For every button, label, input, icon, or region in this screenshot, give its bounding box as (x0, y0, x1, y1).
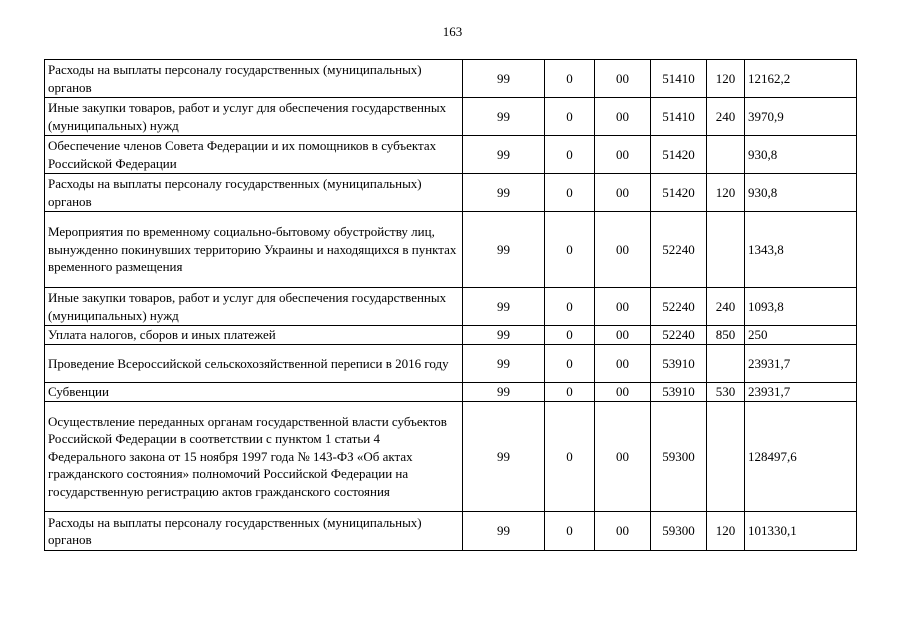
row-code2-cell: 0 (545, 288, 595, 326)
row-code5-cell: 120 (707, 174, 745, 212)
row-code1-cell: 99 (463, 402, 545, 512)
row-code1-cell: 99 (463, 288, 545, 326)
row-sum-cell: 128497,6 (745, 402, 857, 512)
row-code2-cell: 0 (545, 212, 595, 288)
row-code4-cell: 51420 (651, 174, 707, 212)
row-sum-cell: 1093,8 (745, 288, 857, 326)
row-code5-cell: 120 (707, 512, 745, 551)
row-code1-cell: 99 (463, 212, 545, 288)
row-code1-cell: 99 (463, 345, 545, 383)
row-code4-cell: 51410 (651, 98, 707, 136)
row-sum-cell: 930,8 (745, 136, 857, 174)
row-name-cell: Иные закупки товаров, работ и услуг для обеспечения государственных (муниципальных) нужд (45, 98, 463, 136)
page-number: 163 (442, 24, 463, 39)
row-name-cell: Проведение Всероссийской сельскохозяйственной переписи в 2016 году (45, 345, 463, 383)
table-row (45, 174, 857, 212)
row-code3-cell: 00 (595, 345, 651, 383)
row-sum-cell: 930,8 (745, 174, 857, 212)
row-code5-cell (707, 212, 745, 288)
row-code3-cell: 00 (595, 383, 651, 402)
row-code2-cell: 0 (545, 136, 595, 174)
row-code1-cell: 99 (463, 326, 545, 345)
row-name-cell: Расходы на выплаты персоналу государственных (муниципальных) органов (45, 512, 463, 551)
row-name-cell: Осуществление переданных органам государственной власти субъектов Российской Федерации в соответствии с пунктом 1 статьи 4 Федерального закона от 15 ноября 1997 года № 143-ФЗ «Об актах гражданского состояния» полномочий Российской Федерации на государственную регистрацию актов гражданского состояния (45, 402, 463, 512)
row-sum-cell: 12162,2 (745, 60, 857, 98)
table-row (45, 98, 857, 136)
row-code1-cell: 99 (463, 136, 545, 174)
row-code2-cell: 0 (545, 174, 595, 212)
row-code4-cell: 52240 (651, 326, 707, 345)
budget-table (44, 59, 857, 551)
row-name-cell: Расходы на выплаты персоналу государственных (муниципальных) органов (45, 174, 463, 212)
row-code5-cell: 240 (707, 98, 745, 136)
row-code4-cell: 59300 (651, 402, 707, 512)
row-code1-cell: 99 (463, 98, 545, 136)
row-name-cell: Обеспечение членов Совета Федерации и их помощников в субъектах Российской Федерации (45, 136, 463, 174)
row-code2-cell: 0 (545, 402, 595, 512)
table-row (45, 288, 857, 326)
row-code4-cell: 53910 (651, 345, 707, 383)
row-sum-cell: 3970,9 (745, 98, 857, 136)
row-code4-cell: 51420 (651, 136, 707, 174)
row-code2-cell: 0 (545, 345, 595, 383)
row-code3-cell: 00 (595, 60, 651, 98)
row-code2-cell: 0 (545, 512, 595, 551)
row-code4-cell: 51410 (651, 60, 707, 98)
row-code5-cell (707, 345, 745, 383)
row-code5-cell (707, 402, 745, 512)
row-code3-cell: 00 (595, 512, 651, 551)
row-name-cell: Иные закупки товаров, работ и услуг для обеспечения государственных (муниципальных) нужд (45, 288, 463, 326)
row-code3-cell: 00 (595, 174, 651, 212)
row-code3-cell: 00 (595, 402, 651, 512)
row-code5-cell: 530 (707, 383, 745, 402)
row-code5-cell: 120 (707, 60, 745, 98)
row-code2-cell: 0 (545, 60, 595, 98)
table-row (45, 512, 857, 551)
row-sum-cell: 1343,8 (745, 212, 857, 288)
row-code3-cell: 00 (595, 98, 651, 136)
row-sum-cell: 250 (745, 326, 857, 345)
row-sum-cell: 23931,7 (745, 383, 857, 402)
row-code1-cell: 99 (463, 60, 545, 98)
table-row (45, 136, 857, 174)
row-code1-cell: 99 (463, 174, 545, 212)
table-row (45, 212, 857, 288)
row-name-cell: Мероприятия по временному социально-бытовому обустройству лиц, вынужденно покинувших территорию Украины и находящихся в пунктах временного размещения (45, 212, 463, 288)
row-code4-cell: 59300 (651, 512, 707, 551)
row-code2-cell: 0 (545, 98, 595, 136)
table-row (45, 60, 857, 98)
row-code1-cell: 99 (463, 383, 545, 402)
table-row (45, 402, 857, 512)
row-code5-cell (707, 136, 745, 174)
table-row (45, 345, 857, 383)
row-code1-cell: 99 (463, 512, 545, 551)
row-code3-cell: 00 (595, 136, 651, 174)
row-code5-cell: 850 (707, 326, 745, 345)
table-body (45, 60, 857, 551)
row-code4-cell: 53910 (651, 383, 707, 402)
row-code4-cell: 52240 (651, 288, 707, 326)
row-code3-cell: 00 (595, 326, 651, 345)
row-name-cell: Расходы на выплаты персоналу государственных (муниципальных) органов (45, 60, 463, 98)
table-row (45, 383, 857, 402)
row-sum-cell: 23931,7 (745, 345, 857, 383)
row-name-cell: Субвенции (45, 383, 463, 402)
row-code3-cell: 00 (595, 288, 651, 326)
row-code2-cell: 0 (545, 383, 595, 402)
row-code3-cell: 00 (595, 212, 651, 288)
row-sum-cell: 101330,1 (745, 512, 857, 551)
table-row (45, 326, 857, 345)
row-code2-cell: 0 (545, 326, 595, 345)
row-code4-cell: 52240 (651, 212, 707, 288)
row-name-cell: Уплата налогов, сборов и иных платежей (45, 326, 463, 345)
row-code5-cell: 240 (707, 288, 745, 326)
